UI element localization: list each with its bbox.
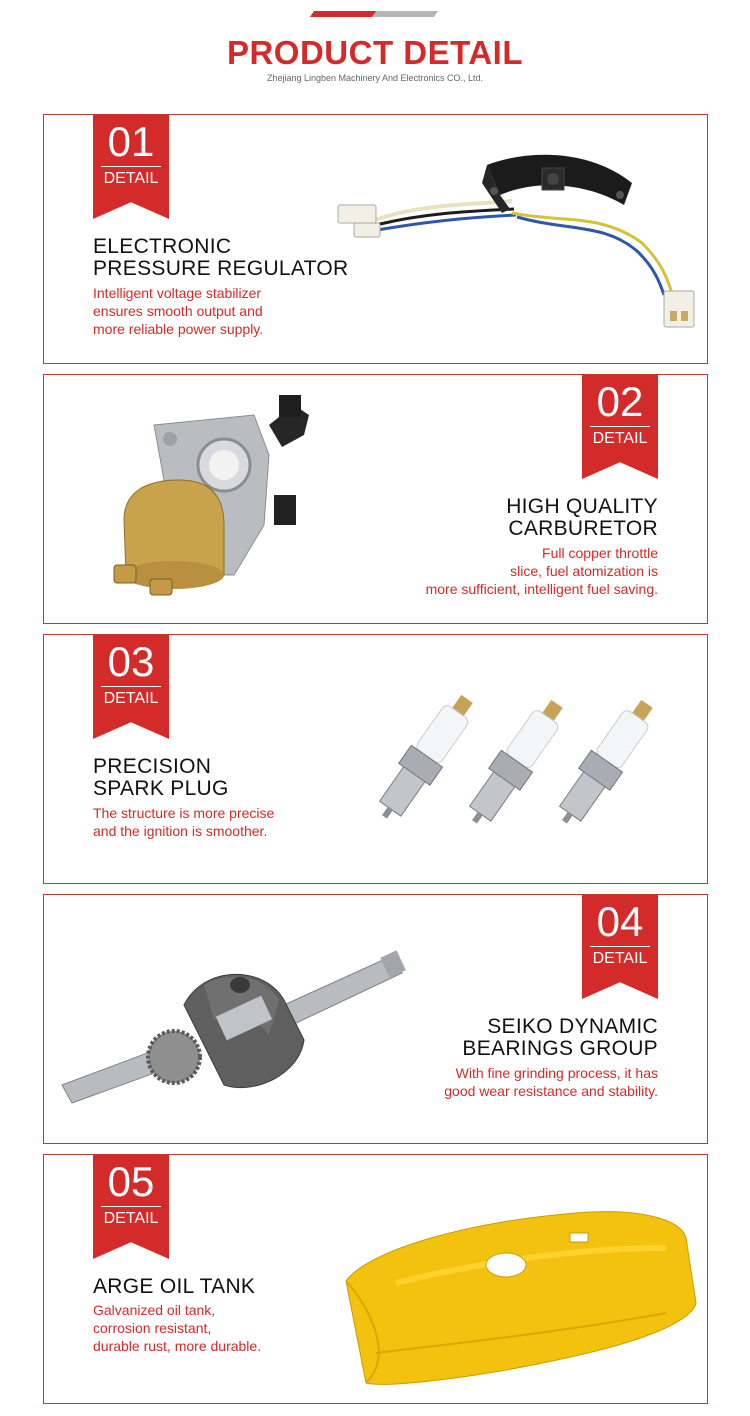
detail-description: With fine grinding process, it has good wear resistance and stability. [444, 1065, 658, 1099]
detail-number: 01 [107, 118, 155, 165]
detail-card-01 [43, 114, 708, 364]
detail-badge-label: DETAIL [103, 690, 159, 707]
detail-description: Full copper throttle slice, fuel atomization is more sufficient, intelligent fuel saving. [425, 545, 658, 597]
detail-heading: ELECTRONIC PRESSURE REGULATOR [93, 235, 349, 280]
detail-badge [93, 114, 169, 219]
detail-heading: PRECISION SPARK PLUG [93, 755, 229, 800]
detail-badge-label: DETAIL [592, 950, 648, 967]
detail-card-05 [43, 1154, 708, 1404]
detail-badge [93, 1154, 169, 1259]
detail-badge-label: DETAIL [103, 1210, 159, 1227]
carburetor-image [104, 385, 314, 610]
detail-card-04 [43, 894, 708, 1144]
detail-badge [582, 894, 658, 999]
voltage-regulator-image [332, 143, 702, 343]
detail-badge [93, 634, 169, 739]
detail-heading: SEIKO DYNAMIC BEARINGS GROUP [462, 1015, 658, 1060]
page-subtitle: Zhejiang Lingben Machinery And Electronics CO., Ltd. [266, 73, 484, 83]
oil-tank-image [336, 1193, 706, 1393]
detail-number: 02 [596, 378, 644, 425]
detail-number: 05 [107, 1158, 155, 1205]
header-decor-bar [312, 11, 438, 17]
detail-badge-label: DETAIL [103, 170, 159, 187]
detail-number: 04 [596, 898, 644, 945]
detail-card-03 [43, 634, 708, 884]
crankshaft-image [54, 945, 414, 1120]
detail-number: 03 [107, 638, 155, 685]
detail-card-02 [43, 374, 708, 624]
detail-description: Intelligent voltage stabilizer ensures smooth output and more reliable power supply. [93, 285, 264, 337]
detail-description: The structure is more precise and the ignition is smoother. [93, 805, 275, 839]
page-title: PRODUCT DETAIL [226, 34, 524, 71]
detail-description: Galvanized oil tank, corrosion resistant, durable rust, more durable. [93, 1302, 262, 1354]
spark-plugs-image [362, 685, 692, 845]
detail-badge-label: DETAIL [592, 430, 648, 447]
detail-heading: HIGH QUALITY CARBURETOR [506, 495, 658, 540]
detail-badge [582, 374, 658, 479]
detail-heading: ARGE OIL TANK [93, 1275, 256, 1298]
